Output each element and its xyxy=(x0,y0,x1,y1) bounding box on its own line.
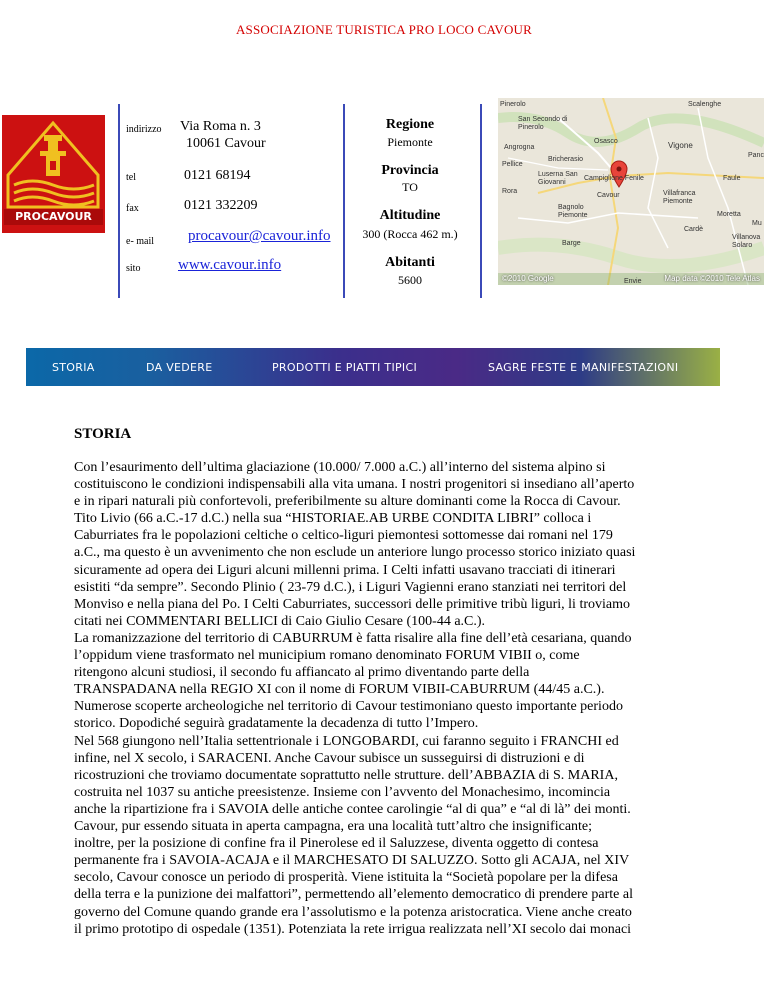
text-line: Caburriates fra le popolazioni celtiche o celtico-liguri piemontesi sottomesse dai romani nel 179 xyxy=(74,528,613,544)
text-line: ritengono alcuni studiosi, il secondo fu affiancato al primo diventando parte della xyxy=(74,665,530,681)
map-place: Rora xyxy=(502,188,518,195)
logo-text: PROCAVOUR xyxy=(15,210,92,223)
fax-value: 0121 332209 xyxy=(184,198,258,213)
map-place: Osasco xyxy=(594,138,618,145)
text-line: secolo, Cavour conosce un periodo di prosperità. Viene istituita la “Società popolare per la difesa xyxy=(74,870,618,886)
map-place: Bricherasio xyxy=(548,156,584,163)
map-place: Cavour xyxy=(597,192,620,199)
tel-label: tel xyxy=(126,172,136,183)
province-value: TO xyxy=(402,180,418,194)
map-place: Bagnolo Piemonte xyxy=(558,204,588,219)
nav-sagre[interactable]: SAGRE FESTE E MANIFESTAZIONI xyxy=(488,361,679,374)
main-navbar xyxy=(26,348,720,386)
nav-storia[interactable]: STORIA xyxy=(52,361,95,374)
map-place: Villafranca Piemonte xyxy=(663,190,696,205)
text-line: anche la ripartizione fra i SAVOIA delle antiche contee carolingie “al di qua” e “al di là” dei monti. xyxy=(74,801,631,817)
province-label: Provincia xyxy=(381,163,439,178)
procavour-logo xyxy=(2,115,105,233)
text-line: della terra e la punizione dei malfattori”, permettendo all’elemento democratico di prendere parte al xyxy=(74,887,633,903)
site-label: sito xyxy=(126,263,141,274)
location-map[interactable] xyxy=(498,98,764,285)
nav-da-vedere[interactable]: DA VEDERE xyxy=(146,361,213,374)
text-line: storico. Dopodiché seguirà gradatamente la decadenza di tutto l’Impero. xyxy=(74,716,479,732)
map-place: Faule xyxy=(723,175,741,182)
map-place: Campiglione Fenile xyxy=(584,175,644,182)
map-place: Pinerolo xyxy=(500,101,526,108)
map-place: Mu xyxy=(752,220,762,227)
text-line: costruita nel 1037 su antiche preesistenze. Insieme con l’avvento del Monachesimo, incomincia xyxy=(74,784,611,800)
text-line: l’oppidum viene trasformato nel municipium romano denominato FORUM VIBII o, come xyxy=(74,648,580,664)
nav-prodotti[interactable]: PRODOTTI E PIATTI TIPICI xyxy=(272,361,417,374)
divider-right xyxy=(480,104,482,298)
email-link[interactable]: procavour@cavour.info xyxy=(188,228,331,244)
map-place: Barge xyxy=(562,240,581,247)
text-line: e in ripari naturali più confortevoli, preferibilmente su alture dominanti come la Rocca di Cavour. xyxy=(74,494,621,510)
map-place: Panc xyxy=(748,152,764,159)
map-copyright-google: ©2010 Google xyxy=(502,274,554,283)
map-place: Scalenghe xyxy=(688,101,722,108)
map-place: Villanova Solaro xyxy=(732,234,761,249)
map-place: San Secondo di Pinerolo xyxy=(518,116,568,131)
text-line: a.C., ma questo è un avvenimento che non esclude un anteriore lungo processo storico iniziato quasi xyxy=(74,545,636,561)
text-line: Monviso e nella piana del Po. I Celti Caburriates, successori delle primitive tribù liguri, li troviamo xyxy=(74,596,630,612)
email-label: e- mail xyxy=(126,236,155,247)
address-line2: 10061 Cavour xyxy=(186,136,266,151)
text-line: Cavour, pur essendo situata in aperta campagna, era una località tutt’altro che insignificante; xyxy=(74,819,593,835)
text-line: costituiscono le condizioni indispensabili alla vita umana. I nostri progenitori si insediano all’aperto xyxy=(74,477,635,493)
map-place: Envie xyxy=(624,278,642,285)
map-copyright-data: Map data ©2010 Tele Atlas xyxy=(664,274,760,283)
region-value: Piemonte xyxy=(387,135,433,149)
text-line: ricostruzioni che troviamo documentate soprattutto nelle strutture. dell’ABBAZIA di S. MARIA, xyxy=(74,767,618,783)
text-line: Tito Livio (66 a.C.-17 d.C.) nella sua “HISTORIAE.AB URBE CONDITA LIBRI” colloca i xyxy=(74,511,592,527)
text-line: La romanizzazione del territorio di CABURRUM è fatta risalire alla fine dell’età cesariana, quando xyxy=(74,631,632,646)
text-line: inoltre, per la posizione di confine fra il Pinerolese ed il Saluzzese, diventa oggetto di contesa xyxy=(74,836,599,852)
text-line: citati nei COMMENTARI BELLICI di Caio Giulio Cesare (100-44 a.C.). xyxy=(74,613,486,629)
website-link[interactable]: www.cavour.info xyxy=(178,257,282,273)
text-line: il primo prototipo di ospedale (1351). Potenziata la rete irrigua realizzata nell’XI secolo dai monaci xyxy=(74,921,632,937)
text-line: Con l’esaurimento dell’ultima glaciazione (10.000/ 7.000 a.C.) all’interno del sistema alpino si xyxy=(74,460,606,475)
section-title: STORIA xyxy=(74,426,132,442)
text-line: esistiti “da sempre”. Secondo Plinio ( 23-79 d.C.), i Liguri Vagienni erano stanziati nei territori del xyxy=(74,579,627,595)
text-line: Numerose scoperte archeologiche nel territorio di Cavour testimoniano questo importante periodo xyxy=(74,699,623,715)
altitude-label: Altitudine xyxy=(379,208,441,223)
text-line: sicuramente ad opera dei Liguri alcuni millenni prima. I Celti infatti usavano tracciati di itinerari xyxy=(74,562,616,578)
inhabitants-value: 5600 xyxy=(398,273,422,287)
divider-left xyxy=(118,104,120,298)
text-line: TRANSPADANA nella REGIO XI con il nome di FORUM VIBII-CABURRUM (44/45 a.C.). xyxy=(74,682,605,698)
fax-label: fax xyxy=(126,203,139,214)
paragraph-2 xyxy=(74,630,696,938)
text-line: infine, nel X secolo, i SARACENI. Anche Cavour subisce un susseguirsi di distruzioni e di xyxy=(74,750,585,766)
text-line: permanente fra i SAVOIA-ACAJA e il MARCHESATO DI SALUZZO. Sotto gli ACAJA, nel XIV xyxy=(74,853,630,869)
region-label: Regione xyxy=(385,117,435,132)
address-line1: Via Roma n. 3 xyxy=(180,119,261,134)
inhabitants-label: Abitanti xyxy=(385,255,435,270)
text-line: Nel 568 giungono nell’Italia settentrionale i LONGOBARDI, cui faranno seguito i FRANCHI ed xyxy=(74,733,619,749)
address-label: indirizzo xyxy=(126,124,162,135)
paragraph-1 xyxy=(74,459,696,647)
altitude-value: 300 (Rocca 462 m.) xyxy=(362,227,458,241)
map-place: Cardè xyxy=(684,226,704,233)
map-place: Moretta xyxy=(717,211,741,218)
map-place: Luserna San Giovanni xyxy=(538,171,578,186)
map-place: Vigone xyxy=(668,141,693,150)
map-place: Angrogna xyxy=(504,144,535,151)
page-header-title: ASSOCIAZIONE TURISTICA PRO LOCO CAVOUR xyxy=(235,22,533,37)
tel-value: 0121 68194 xyxy=(184,168,251,183)
map-place: Pellice xyxy=(502,161,523,168)
location-pin-icon[interactable] xyxy=(609,160,629,188)
text-line: governo del Comune quando grande era l’assolutismo e la potenza aristocratica. Viene anche creato xyxy=(74,904,632,920)
